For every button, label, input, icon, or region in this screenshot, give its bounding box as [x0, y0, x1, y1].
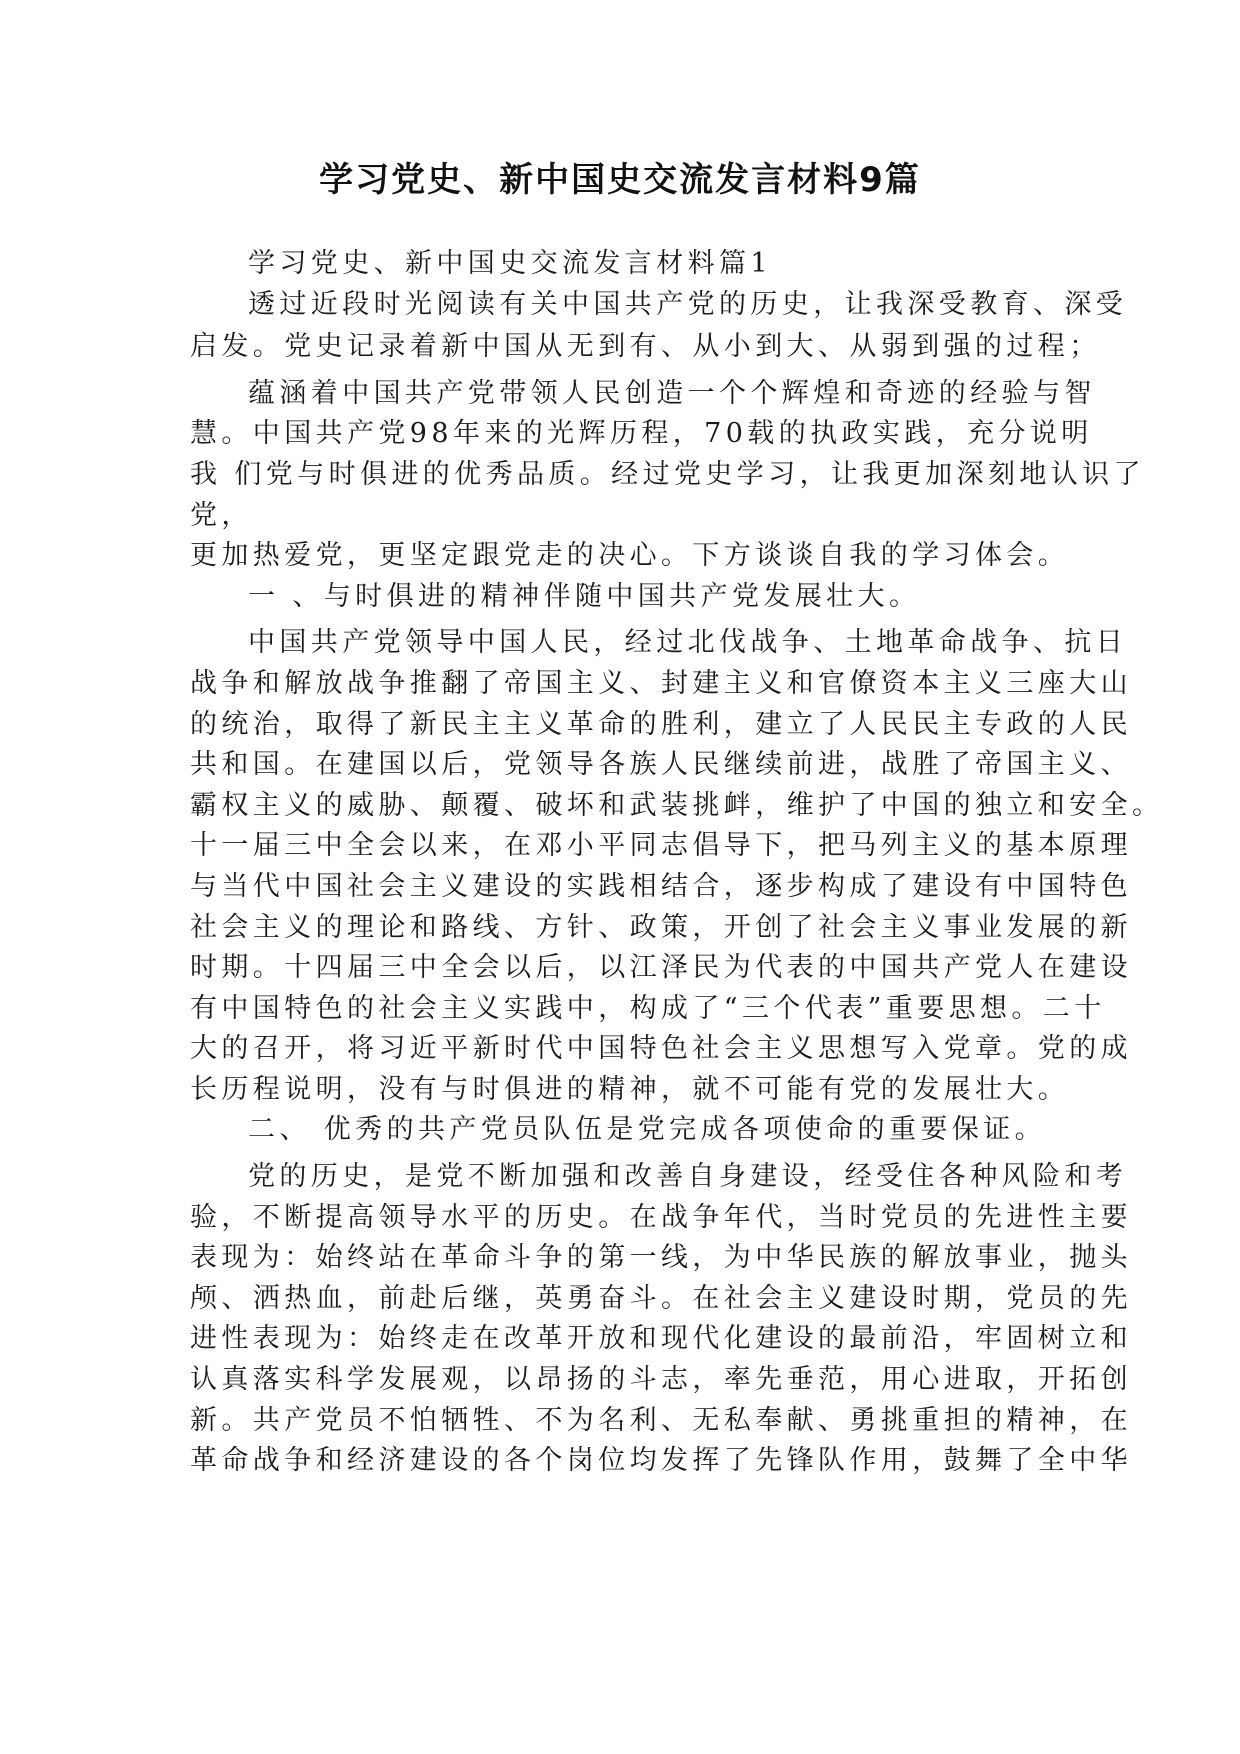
- paragraph-line: 大的召开，将习近平新时代中国特色社会主义思想写入党章。党的成: [190, 1033, 1132, 1065]
- paragraph-line: 更加热爱党，更坚定跟党走的决心。下方谈谈自我的学习体会。: [190, 540, 1070, 572]
- paragraph-line: 表现为：始终站在革命斗争的第一线，为中华民族的解放事业，抛头: [190, 1242, 1132, 1274]
- paragraph-line: 共和国。在建国以后，党领导各族人民继续前进，战胜了帝国主义、: [190, 749, 1132, 781]
- paragraph-line: 党的历史，是党不断加强和改善自身建设，经受住各种风险和考: [248, 1161, 1128, 1193]
- paragraph-line: 社会主义的理论和路线、方针、政策，开创了社会主义事业发展的新: [190, 911, 1132, 943]
- paragraph-line: 霸权主义的威胁、颠覆、破坏和武装挑衅，维护了中国的独立和安全。: [190, 789, 1164, 821]
- paragraph-line: 有中国特色的社会主义实践中，构成了“三个代表”重要思想。二十: [190, 992, 1106, 1024]
- paragraph-line: 长历程说明，没有与时俱进的精神，就不可能有党的发展壮大。: [190, 1073, 1070, 1105]
- subsection-heading: 一 、与时俱进的精神伴随中国共产党发展壮大。: [248, 580, 921, 612]
- document-body: [190, 244, 1164, 1482]
- paragraph-line: 战争和解放战争推翻了帝国主义、封建主义和官僚资本主义三座大山: [190, 667, 1132, 699]
- paragraph-line: 我 们党与时俱进的优秀品质。经过党史学习，让我更加深刻地认识了: [190, 458, 1145, 490]
- paragraph-line: 认真落实科学发展观，以昂扬的斗志，率先垂范，用心进取，开拓创: [190, 1364, 1132, 1396]
- document-title: 学习党史、新中国史交流发言材料9篇: [319, 160, 921, 200]
- paragraph-line: 与当代中国社会主义建设的实践相结合，逐步构成了建设有中国特色: [190, 870, 1132, 902]
- paragraph-line: 慧。中国共产党98年来的光辉历程，70载的执政实践，充分说明: [190, 418, 1093, 450]
- paragraph-line: 透过近段时光阅读有关中国共产党的历史，让我深受教育、深受: [248, 288, 1128, 320]
- paragraph-line: 中国共产党领导中国人民，经过北伐战争、土地革命战争、抗日: [248, 627, 1128, 659]
- subsection-heading: 二、 优秀的共产党员队伍是党完成各项使命的重要保证。: [248, 1114, 1046, 1146]
- paragraph-line: 验，不断提高领导水平的历史。在战争年代，当时党员的先进性主要: [190, 1201, 1132, 1233]
- paragraph-line: 时期。十四届三中全会以后，以江泽民为代表的中国共产党人在建设: [190, 952, 1132, 984]
- paragraph-line: 进性表现为：始终走在改革开放和现代化建设的最前沿，牢固树立和: [190, 1323, 1132, 1355]
- section-heading: 学习党史、新中国史交流发言材料篇1: [248, 248, 772, 279]
- paragraph-line: 启发。党史记录着新中国从无到有、从小到大、从弱到强的过程；: [190, 331, 1101, 363]
- paragraph-line: 颅、洒热血，前赴后继，英勇奋斗。在社会主义建设时期，党员的先: [190, 1282, 1132, 1314]
- paragraph-line: 新。共产党员不怕牺牲、不为名利、无私奉献、勇挑重担的精神，在: [190, 1404, 1132, 1436]
- paragraph-line: 的统治，取得了新民主主义革命的胜利，建立了人民民主专政的人民: [190, 708, 1132, 740]
- paragraph-line: 蕴涵着中国共产党带领人民创造一个个辉煌和奇迹的经验与智: [248, 377, 1096, 409]
- paragraph-line: 十一届三中全会以来，在邓小平同志倡导下，把马列主义的基本原理: [190, 830, 1132, 862]
- paragraph-line: 革命战争和经济建设的各个岗位均发挥了先锋队作用，鼓舞了全中华: [190, 1445, 1132, 1477]
- paragraph-line: 党，: [190, 499, 253, 531]
